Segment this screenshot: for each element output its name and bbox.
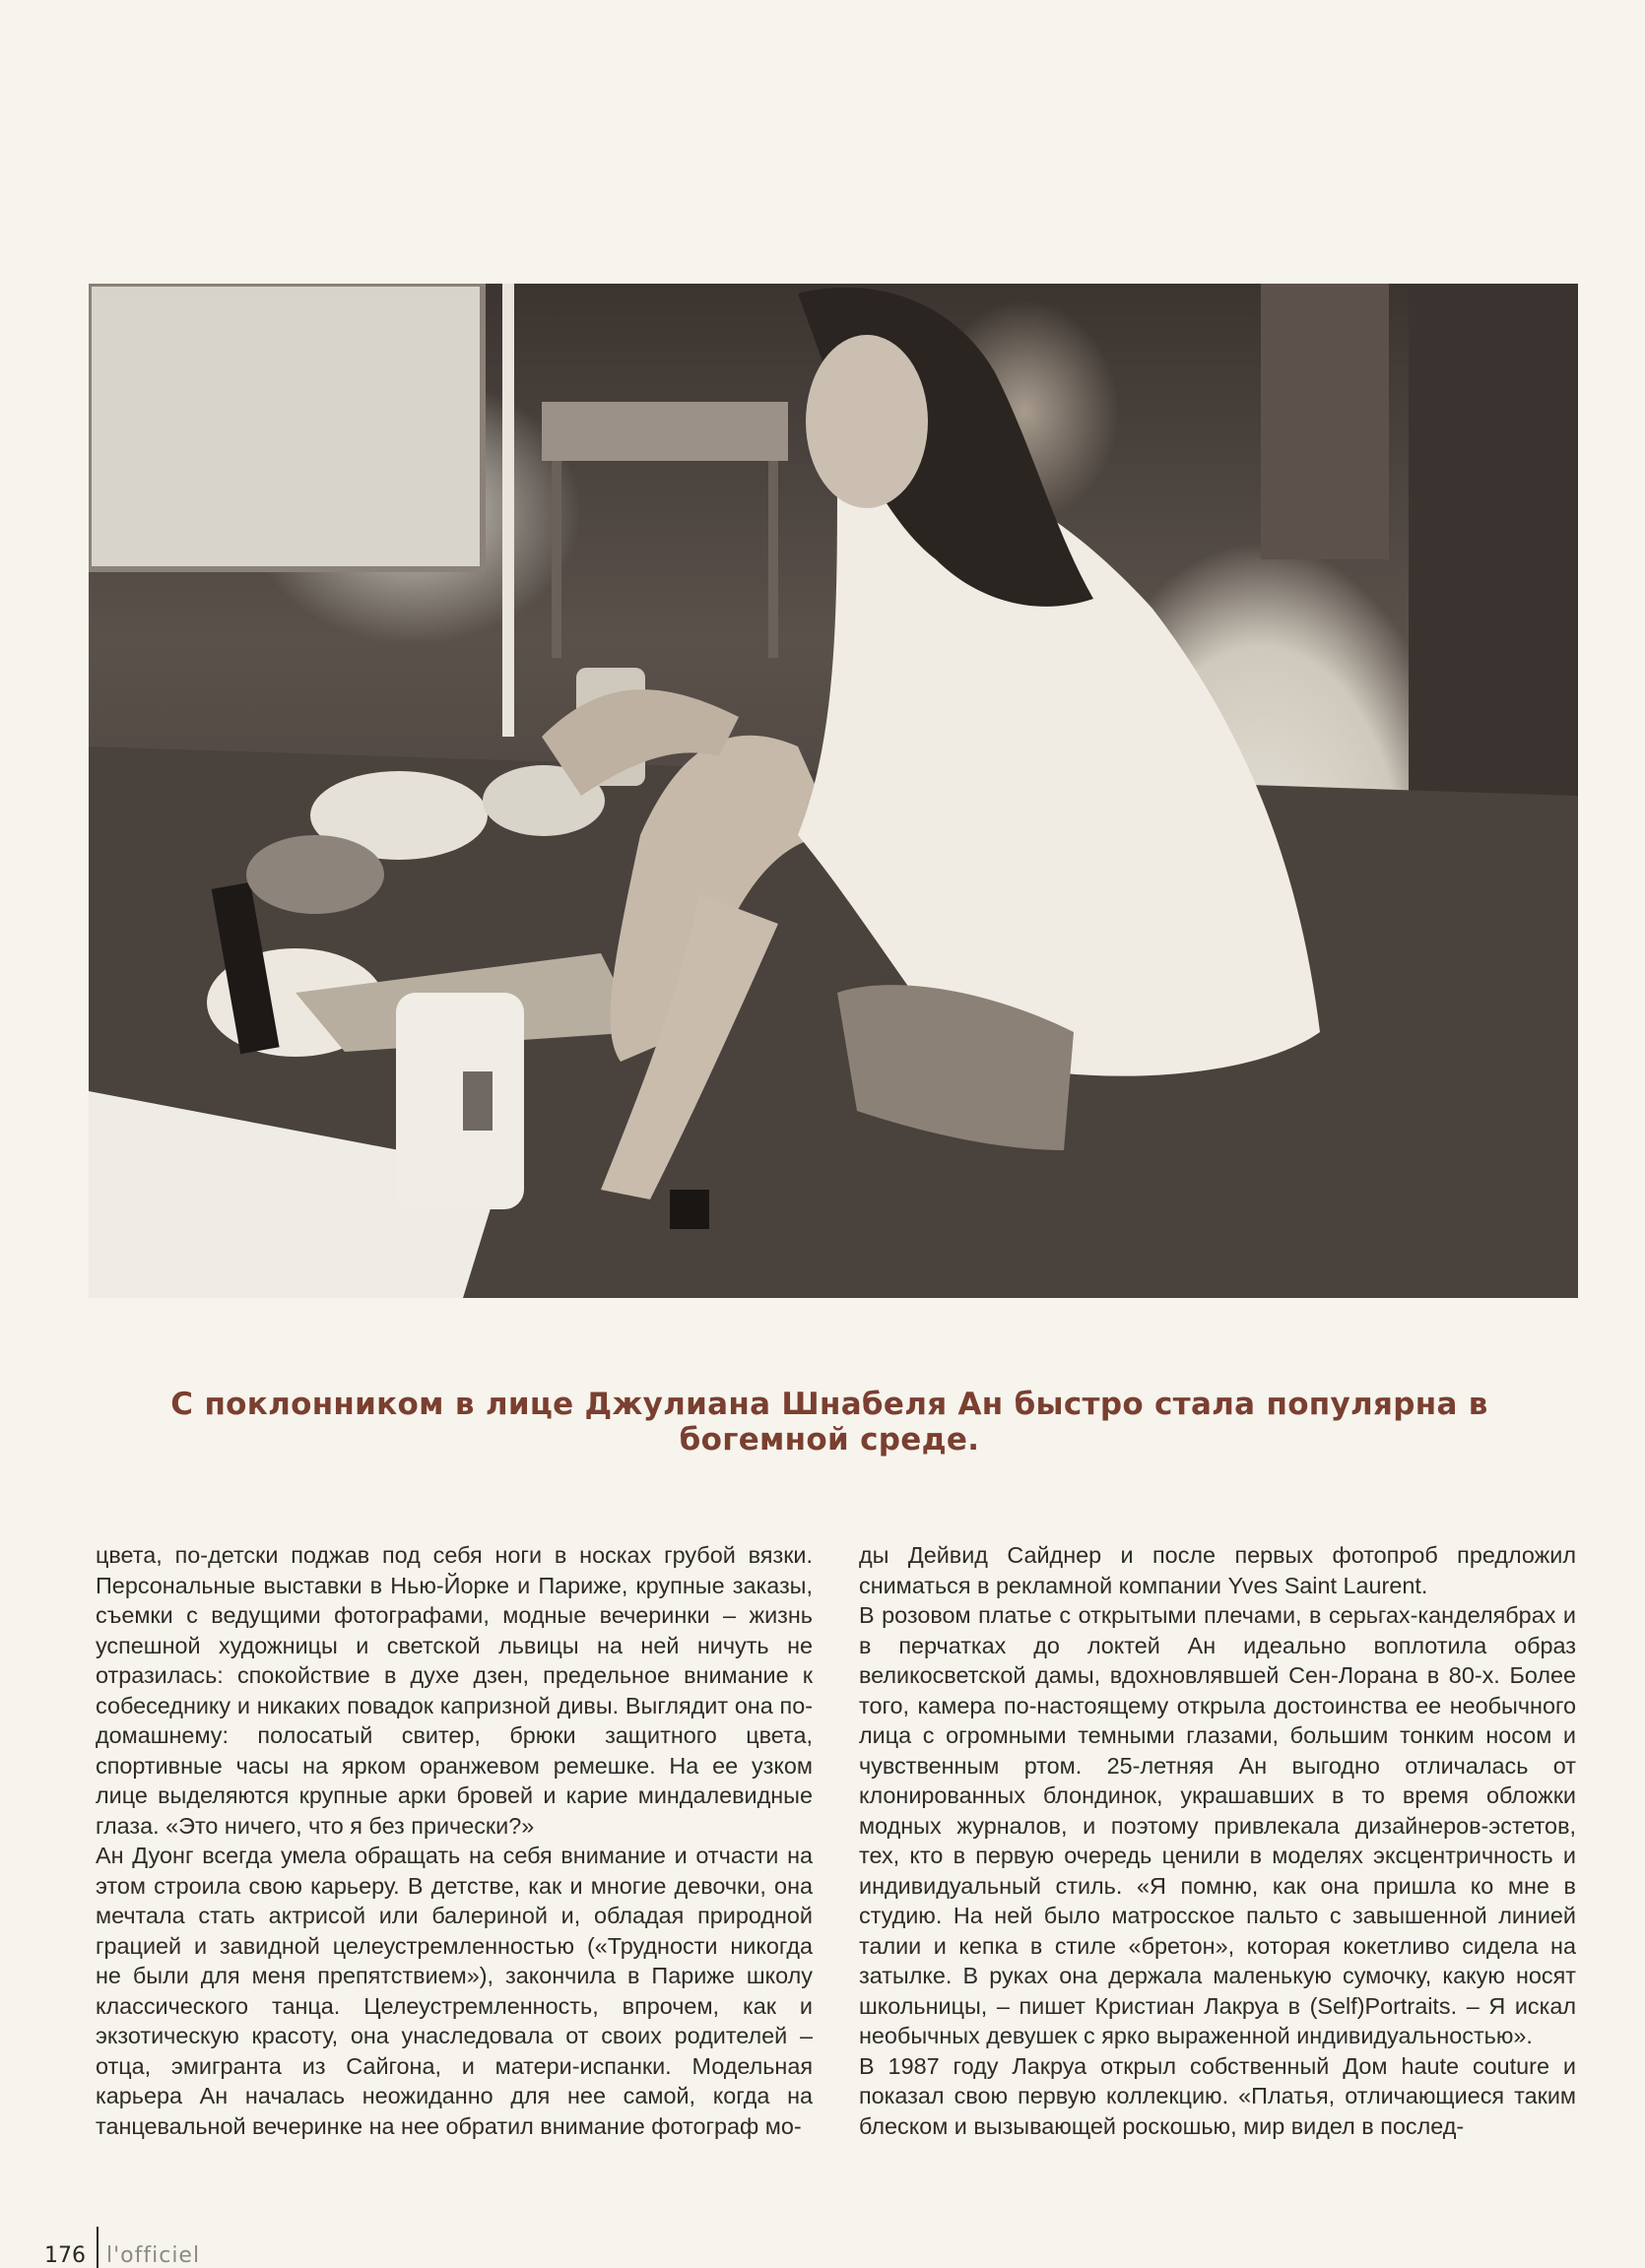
article-column-left [96, 1540, 813, 2141]
paragraph: В розовом платье с открытыми плечами, в серьгах-канделябрах и в перчатках до локтей Ан идеально воплотила образ великосветской дамы, вдохновлявшей Сен-Лорана в 80-х. Более того, камера по-настоящему открыла достоинства ее необычного лица с огромными темными глазами, большим тонким носом и чувственным ртом. 25-летняя Ан выгодно отличалась от клонированных блондинок, украшавших в то время обложки модных журналов, и поэтому привлекала дизайнеров-эстетов, тех, кто в первую очередь ценили в моделях эксцентричность и индивидуальный стиль. «Я помню, как она пришла ко мне в студию. На ней было матросское пальто с завышенной линией талии и кепка в стиле «бретон», которая кокетливо сидела на затылке. В руках она держала маленькую сумочку, какую носят школьницы, – пишет Кристиан Лакруа в (Self)Portraits. – Я искал необычных девушек с ярко выраженной индивидуальностью». [859, 1602, 1576, 2048]
photo-illustration [89, 284, 1578, 1298]
paragraph: ды Дейвид Сайднер и после первых фотопроб предложил сниматься в рекламной компании Yves Saint Laurent. [859, 1542, 1576, 1598]
footer-divider [97, 2227, 99, 2268]
magazine-name: l'officiel [106, 2243, 201, 2268]
article-column-right [859, 1540, 1576, 2141]
paragraph: Ан Дуонг всегда умела обращать на себя внимание и отчасти на этом строила свою карьеру. В детстве, как и многие девочки, она мечтала стать актрисой или балериной и, обладая природной грацией и завидной целеустремленностью («Трудности никогда не были для меня препятствием»), закончила в Париже школу классического танца. Целеустремленность, впрочем, как и экзотическую красоту, она унаследовала от своих родителей – отца, эмигранта из Сайгона, и матери-испанки. Модельная карьера Ан началась неожиданно для нее самой, когда на танцевальной вечеринке на нее обратил внимание фотограф мо- [96, 1843, 813, 2139]
page-number: 176 [44, 2243, 86, 2268]
paragraph: цвета, по-детски поджав под себя ноги в носках грубой вязки. Персональные выставки в Нью-Йорке и Париже, крупные заказы, съемки с ведущими фотографами, модные вечеринки – жизнь успешной художницы и светской львицы на ней ничуть не отразилась: спокойствие в духе дзен, предельное внимание к собеседнику и никаких повадок капризной дивы. Выглядит она по-домашнему: полосатый свитер, брюки защитного цвета, спортивные часы на ярком оранжевом ремешке. На ее узком лице выделяются крупные арки бровей и карие миндалевидные глаза. «Это ничего, что я без прически?» [96, 1542, 813, 1839]
paragraph: В 1987 году Лакруа открыл собственный Дом haute couture и показал свою первую коллекцию. «Платья, отличающиеся таким блеском и вызывающей роскошью, мир видел в послед- [859, 2052, 1576, 2139]
photo-caption: С поклонником в лице Джулиана Шнабеля Ан быстро стала популярна в богемной среде. [170, 1387, 1488, 1458]
article-photo [89, 284, 1578, 1298]
